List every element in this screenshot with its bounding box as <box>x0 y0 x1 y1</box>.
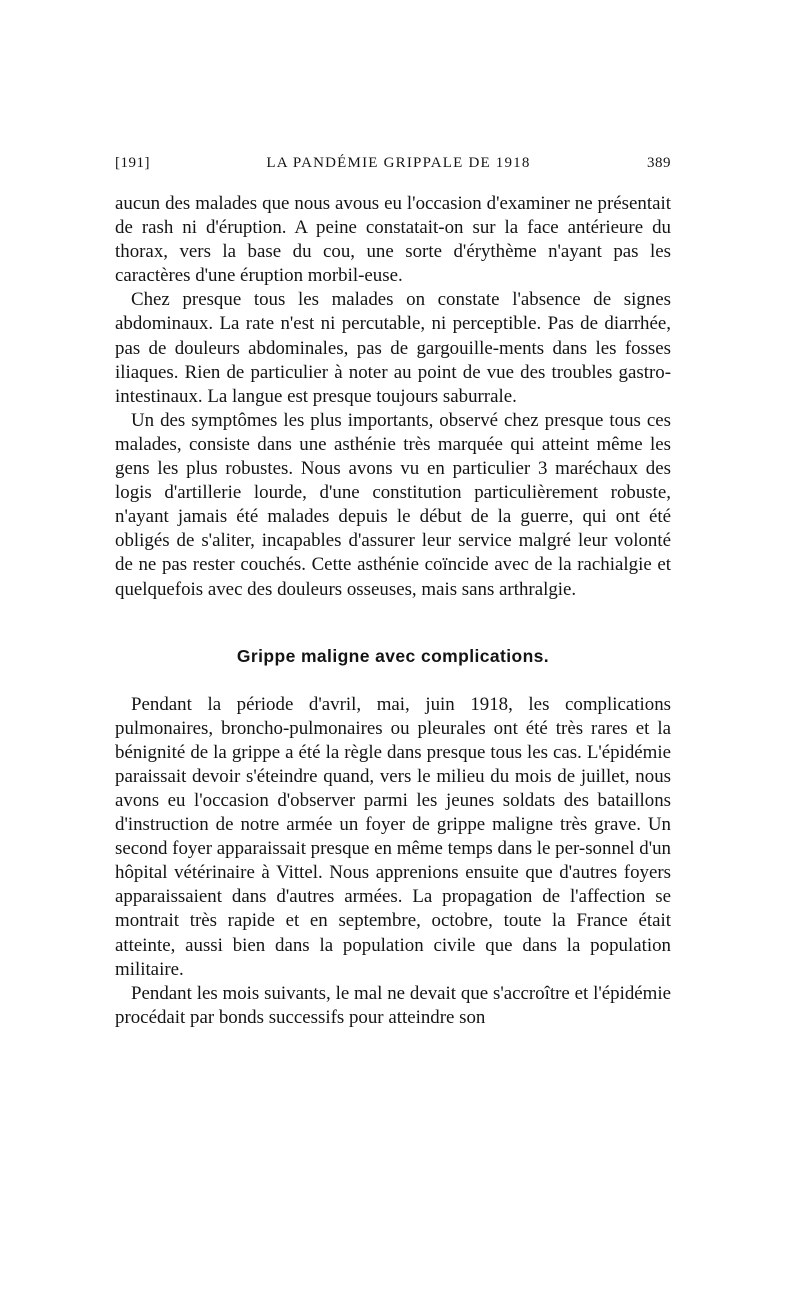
section-number: [191] <box>115 155 150 171</box>
body-text-bottom <box>115 693 671 1030</box>
section-heading: Grippe maligne avec complications. <box>236 645 550 666</box>
paragraph: Chez presque tous les malades on constate l'absence de signes abdominaux. La rate n'est ni percutable, ni perceptible. Pas de diarrhée, pas de douleurs abdominales, pas de gargouille-ments dans les fosses iliaques. Rien de particulier à noter au point de vue des troubles gastro-intestinaux. La langue est presque toujours saburrale. <box>115 289 671 407</box>
running-header <box>115 155 671 172</box>
body-text-top <box>115 192 671 602</box>
paragraph: aucun des malades que nous avous eu l'occasion d'examiner ne présentait de rash ni d'éruption. A peine constatait-on sur la face antérieure du thorax, vers la base du cou, une sorte d'érythème n'ayant pas les caractères d'une éruption morbil-euse. <box>115 193 671 287</box>
book-page <box>115 155 671 1030</box>
page-number: 389 <box>647 155 671 171</box>
running-title: LA PANDÉMIE GRIPPALE DE 1918 <box>266 155 531 171</box>
paragraph: Pendant les mois suivants, le mal ne devait que s'accroître et l'épidémie procédait par bonds successifs pour atteindre son <box>115 982 671 1028</box>
paragraph: Pendant la période d'avril, mai, juin 1918, les complications pulmonaires, broncho-pulmonaires ou pleurales ont été très rares et la bénignité de la grippe a été la règle dans presque tous les cas. L'épidémie paraissait devoir s'éteindre quand, vers le milieu du mois de juillet, nous avons eu l'occasion d'observer parmi les jeunes soldats des bataillons d'instruction de notre armée un foyer de grippe maligne très grave. Un second foyer apparaissait presque en même temps dans le per-sonnel d'un hôpital vétérinaire à Vittel. Nous apprenions ensuite que d'autres foyers apparaissaient dans d'autres armées. La propagation de l'affection se montrait très rapide et en septembre, octobre, toute la France était atteinte, aussi bien dans la population civile que dans la population militaire. <box>115 693 671 980</box>
paragraph: Un des symptômes les plus importants, observé chez presque tous ces malades, consiste dans une asthénie très marquée qui atteint même les gens les plus robustes. Nous avons vu en particulier 3 maréchaux des logis d'artillerie lourde, d'une constitution particulièrement robuste, n'ayant jamais été malades depuis le début de la guerre, qui ont été obligés de s'aliter, incapables d'assurer leur service malgré leur volonté de ne pas rester couchés. Cette asthénie coïncide avec de la rachialgie et quelquefois avec des douleurs osseuses, mais sans arthralgie. <box>115 409 671 600</box>
